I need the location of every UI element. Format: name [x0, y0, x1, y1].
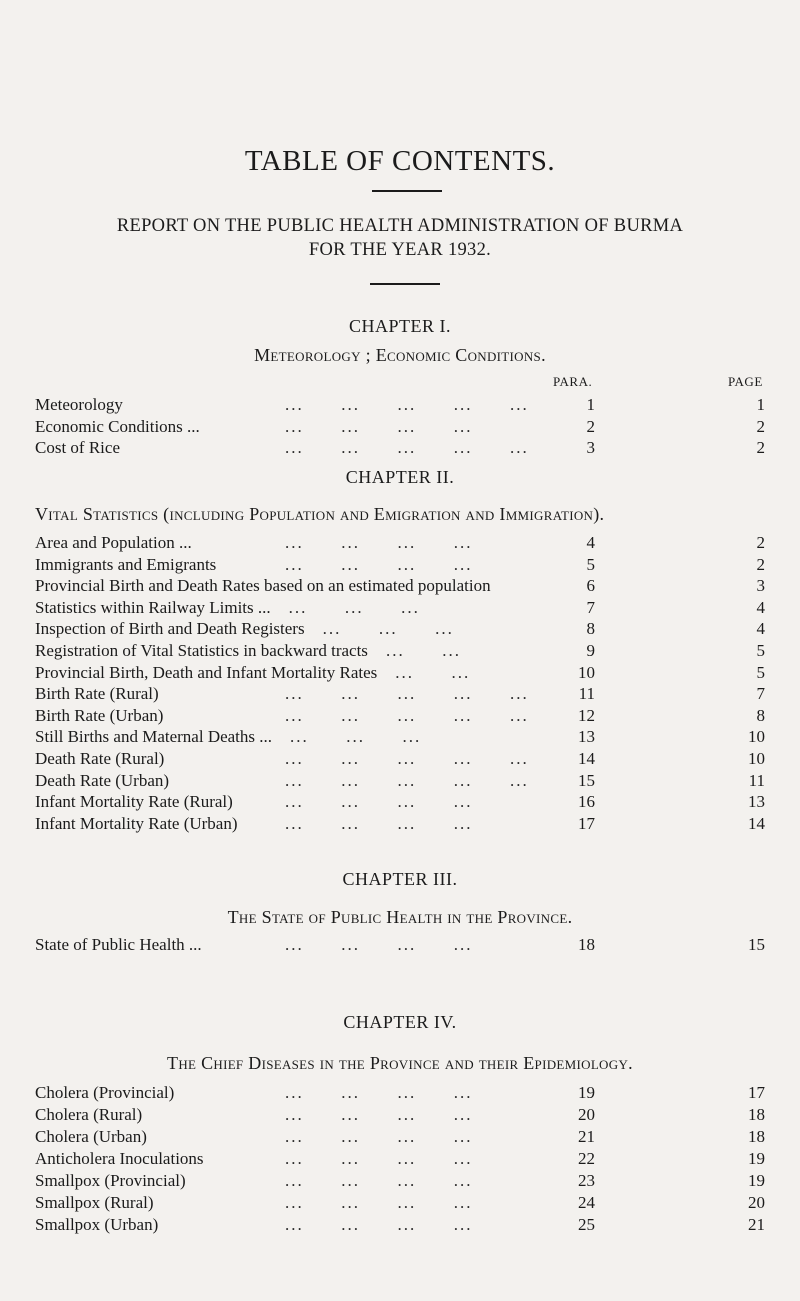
toc-entry — [0, 663, 800, 685]
toc-entry — [0, 1215, 800, 1237]
toc-entry-label: Immigrants and Emigrants — [35, 554, 217, 574]
toc-entry-page: 2 — [756, 533, 765, 552]
toc-entry-para: 8 — [586, 619, 595, 639]
toc-entry-para: 15 — [578, 770, 595, 790]
toc-entry-page: 4 — [756, 619, 765, 639]
toc-entry-para: 16 — [578, 792, 595, 812]
toc-entry-page: 15 — [748, 935, 765, 954]
toc-entry — [0, 706, 800, 728]
toc-entry-para: 22 — [578, 1149, 595, 1168]
toc-entry-label: Inspection of Birth and Death Registers — [35, 619, 305, 639]
toc-entry — [0, 792, 800, 814]
toc-entry-leaders: ... ... ... ... ... — [285, 705, 529, 725]
toc-entry-label: State of Public Health ... — [35, 935, 202, 954]
toc-entry-page: 10 — [748, 727, 765, 747]
toc-entry-para: 11 — [578, 684, 595, 704]
toc-entry-label: Provincial Birth, Death and Infant Mortality Rates — [35, 662, 378, 682]
report-title-line-2: FOR THE YEAR 1932. — [308, 240, 492, 260]
toc-entry — [0, 555, 800, 577]
toc-entry — [0, 1149, 800, 1171]
toc-entry — [0, 641, 800, 663]
toc-entry-page: 18 — [748, 1105, 765, 1124]
toc-entry-page: 3 — [756, 576, 765, 596]
toc-entry-leaders: ... ... ... — [290, 727, 422, 747]
toc-entry-para: 20 — [578, 1105, 595, 1124]
toc-entry-para: 4 — [586, 533, 595, 552]
toc-entry-para: 13 — [578, 727, 595, 747]
toc-entry-label: Cost of Rice — [35, 438, 120, 457]
chapter-section-title: Meteorology ; Economic Conditions. — [254, 345, 546, 365]
toc-entry-label: Still Births and Maternal Deaths ... — [35, 727, 273, 747]
toc-entry-page: 2 — [756, 438, 765, 457]
toc-entry-leaders: ... ... ... ... — [285, 1171, 473, 1190]
toc-entry — [0, 395, 800, 417]
toc-entry — [0, 771, 800, 793]
toc-entry-label: Smallpox (Provincial) — [35, 1171, 186, 1190]
toc-entry — [0, 1171, 800, 1193]
toc-entry-label: Economic Conditions ... — [35, 416, 200, 436]
para-column-header: PARA. — [553, 374, 593, 389]
toc-entry-leaders: ... ... ... ... — [285, 1215, 473, 1234]
toc-entry-page: 19 — [748, 1149, 765, 1168]
page-column-header: PAGE — [728, 374, 763, 389]
toc-entry-page: 8 — [756, 705, 765, 725]
toc-entry-para: 17 — [578, 813, 595, 833]
toc-entry-label: Death Rate (Urban) — [35, 770, 170, 790]
toc-entry-leaders: ... ... ... — [288, 597, 420, 617]
toc-entry-leaders: ... ... ... ... — [285, 792, 473, 812]
toc-entry — [0, 1193, 800, 1215]
toc-entry — [0, 417, 800, 439]
toc-entry-para: 10 — [578, 662, 595, 682]
toc-entry-leaders: ... ... ... ... ... — [285, 684, 529, 704]
toc-entry-para: 14 — [578, 749, 595, 768]
toc-entry-para: 6 — [586, 576, 595, 596]
toc-entry-label: Smallpox (Urban) — [35, 1215, 159, 1234]
toc-entry-label: Infant Mortality Rate (Urban) — [35, 813, 238, 833]
toc-entry — [0, 1105, 800, 1127]
toc-entry-leaders: ... ... ... ... — [285, 1127, 473, 1146]
toc-entry-label: Registration of Vital Statistics in backward tracts — [35, 641, 368, 660]
toc-entry-page: 1 — [756, 395, 765, 414]
toc-entry-para: 24 — [578, 1193, 595, 1212]
toc-entry-page: 19 — [748, 1171, 765, 1190]
toc-entry-leaders: ... ... ... ... — [285, 1105, 473, 1124]
toc-entry-page: 2 — [756, 416, 765, 436]
toc-entry-para: 12 — [578, 705, 595, 725]
chapter-heading: CHAPTER III. — [342, 869, 458, 889]
toc-entry-page: 10 — [748, 749, 765, 768]
toc-entry-leaders: ... ... — [385, 641, 461, 660]
toc-entry-page: 18 — [748, 1127, 765, 1146]
toc-entry-label: Statistics within Railway Limits ... — [35, 597, 271, 617]
toc-entry — [0, 1083, 800, 1105]
toc-entry-leaders: ... ... ... ... — [285, 813, 473, 833]
toc-entry-para: 2 — [586, 416, 595, 436]
toc-entry-label: Anticholera Inoculations — [35, 1149, 204, 1168]
toc-entry — [0, 814, 800, 836]
toc-entry-leaders: ... ... — [395, 662, 471, 682]
toc-entry — [0, 935, 800, 957]
chapter-section-title: The Chief Diseases in the Province and their Epidemiology. — [167, 1053, 633, 1073]
toc-entry-label: Meteorology — [35, 395, 123, 414]
toc-entry-para: 9 — [586, 641, 595, 660]
toc-entry-page: 20 — [748, 1193, 765, 1212]
toc-entry — [0, 438, 800, 460]
chapter-section-title: Vital Statistics (including Population and Emigration and Immigration). — [35, 504, 605, 524]
toc-entry-page: 21 — [748, 1215, 765, 1234]
toc-entry — [0, 1127, 800, 1149]
toc-entry-para: 5 — [586, 554, 595, 574]
toc-entry-label: Birth Rate (Rural) — [35, 684, 159, 704]
divider-rule — [372, 190, 442, 192]
toc-entry-label: Birth Rate (Urban) — [35, 705, 164, 725]
toc-entry-para: 19 — [578, 1083, 595, 1102]
toc-entry — [0, 684, 800, 706]
toc-entry — [0, 533, 800, 555]
toc-entry — [0, 576, 800, 598]
toc-entry-page: 7 — [756, 684, 765, 704]
toc-entry-leaders: ... ... ... ... — [285, 1149, 473, 1168]
toc-entry-leaders: ... ... ... ... — [285, 554, 473, 574]
chapter-heading: CHAPTER IV. — [343, 1012, 457, 1032]
toc-entry — [0, 619, 800, 641]
toc-entry-leaders: ... ... ... ... ... — [285, 395, 529, 414]
toc-entry-para: 21 — [578, 1127, 595, 1146]
toc-entry-leaders: ... ... ... ... — [285, 1193, 473, 1212]
toc-entry-label: Cholera (Provincial) — [35, 1083, 175, 1102]
toc-entry-leaders: ... ... ... ... — [285, 935, 473, 954]
toc-entry-para: 1 — [586, 395, 595, 414]
toc-entry — [0, 727, 800, 749]
toc-entry-label: Infant Mortality Rate (Rural) — [35, 792, 233, 812]
toc-entry-label: Provincial Birth and Death Rates based on an estimated population — [35, 576, 491, 596]
toc-entry-page: 17 — [748, 1083, 765, 1102]
toc-entry-leaders: ... ... ... ... — [285, 1083, 473, 1102]
toc-entry-page: 4 — [756, 597, 765, 617]
toc-entry — [0, 598, 800, 620]
toc-entry-para: 23 — [578, 1171, 595, 1190]
chapter-heading: CHAPTER I. — [348, 316, 451, 336]
toc-entry-label: Area and Population ... — [35, 533, 192, 552]
toc-entry-label: Death Rate (Rural) — [35, 749, 165, 768]
toc-entry-page: 13 — [748, 792, 765, 812]
divider-rule — [370, 283, 440, 285]
toc-entry-para: 7 — [586, 597, 595, 617]
toc-entry-para: 3 — [586, 438, 595, 457]
toc-entry-leaders: ... ... ... — [322, 619, 454, 639]
toc-entry-leaders: ... ... ... ... ... — [285, 770, 529, 790]
toc-entry-page: 2 — [756, 554, 765, 574]
toc-entry-leaders: ... ... ... ... — [285, 416, 473, 436]
toc-entry-page: 5 — [756, 641, 765, 660]
toc-entry-para: 25 — [578, 1215, 595, 1234]
chapter-heading: CHAPTER II. — [345, 467, 455, 487]
toc-entry-label: Cholera (Urban) — [35, 1127, 147, 1146]
toc-entry-label: Smallpox (Rural) — [35, 1193, 154, 1212]
page-title: TABLE OF CONTENTS. — [244, 145, 556, 177]
toc-entry-page: 5 — [756, 662, 765, 682]
toc-entry-leaders: ... ... ... ... ... — [285, 749, 529, 768]
toc-entry-page: 11 — [748, 770, 765, 790]
toc-entry-page: 14 — [748, 813, 765, 833]
toc-entry — [0, 749, 800, 771]
chapter-section-title: The State of Public Health in the Province. — [227, 907, 573, 927]
toc-entry-leaders: ... ... ... ... ... — [285, 438, 529, 457]
report-title-line-1: REPORT ON THE PUBLIC HEALTH ADMINISTRATION OF BURMA — [116, 216, 684, 236]
toc-entry-leaders: ... ... ... ... — [285, 533, 473, 552]
toc-entry-para: 18 — [578, 935, 595, 954]
toc-entry-label: Cholera (Rural) — [35, 1105, 143, 1124]
